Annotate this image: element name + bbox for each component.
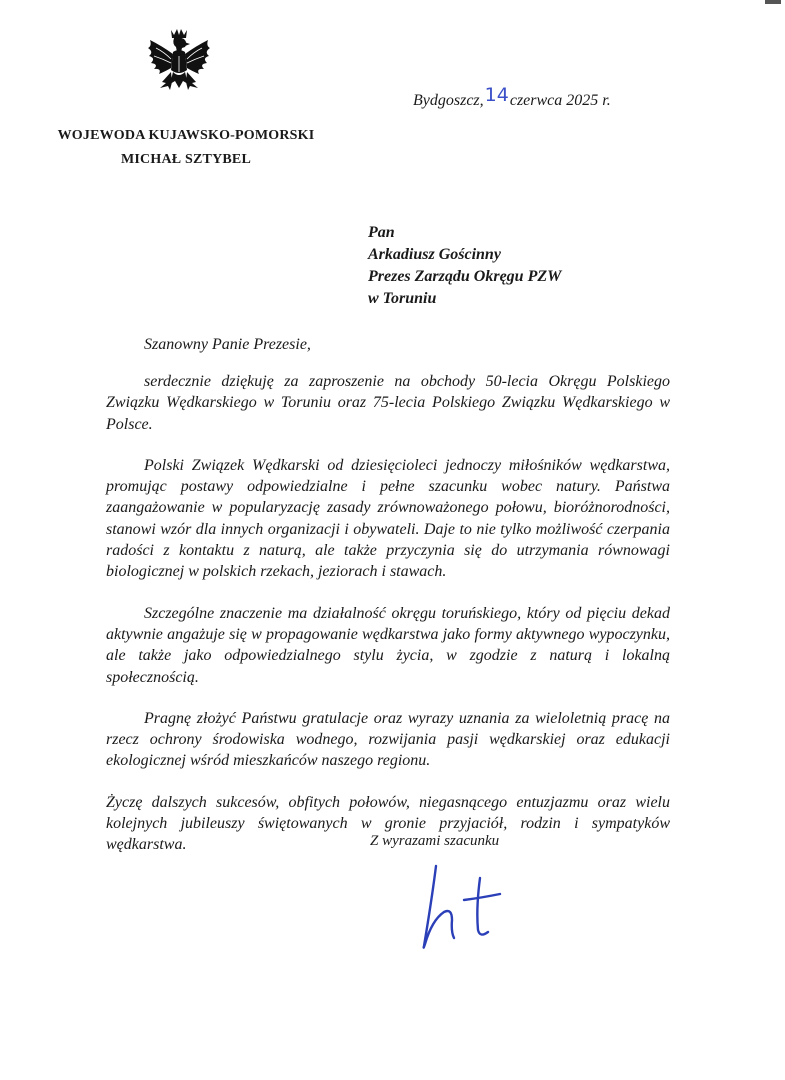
recipient-line-2: Arkadiusz Gościnny [368,246,501,263]
date-day-handwritten: 14 [484,84,509,106]
closing-phrase: Z wyrazami szacunku [370,833,500,849]
salutation: Szanowny Panie Prezesie, [144,336,311,353]
place-date [413,84,611,110]
recipient-block [368,222,561,310]
letter-body [106,371,670,876]
paragraph-3: Szczególne znaczenie ma działalność okręgu toruńskiego, który od pięciu dekad aktywnie angażuje się w propagowanie wędkarstwa jako formy aktywnego wypoczynku, ale także jako odpowiedzialnego stylu życia, w zgodzie z naturą i lokalną społecznością. [106,604,670,686]
scan-corner-mark [765,0,781,4]
paragraph-4: Pragnę złożyć Państwu gratulacje oraz wyrazy uznania za wieloletnią pracę na rzecz ochrony środowiska wodnego, rozwijania pasji wędkarskiej oraz edukacji ekologicznej wśród mieszkańców naszego regionu. [106,709,670,770]
paragraph-2: Polski Związek Wędkarski od dziesięcioleci jednoczy miłośników wędkarstwa, promując postawy odpowiedzialne i pełne szacunku wobec natury. Państwa zaangażowanie w popularyzację zasady zrównoważonego połowu, bioróżnorodności, stanowi wzór dla innych organizacji i obywateli. Daje to nie tylko możliwość czerpania radości z kontaktu z naturą, ale także przyczynia się do utrzymania równowagi biologicznej w polskich rzekach, jeziorach i stawach. [106,456,670,581]
recipient-line-3: Prezes Zarządu Okręgu PZW [368,268,562,285]
recipient-line-1: Pan [368,224,395,241]
date-city: Bydgoszcz, [413,92,484,109]
polish-eagle-emblem-icon [144,26,214,102]
date-month-year: czerwca 2025 r. [509,92,611,109]
issuer-name: MICHAŁ SZTYBEL [121,152,251,167]
recipient-line-4: w Toruniu [368,290,437,307]
issuer-title: WOJEWODA KUJAWSKO-POMORSKI [57,128,315,143]
paragraph-5: Życzę dalszych sukcesów, obfitych połowów, niegasnącego entuzjazmu oraz wielu kolejnych jubileuszy świętowanych w gronie przyjaciół, rodzin i sympatyków wędkarstwa. [106,793,670,854]
paragraph-1: serdecznie dziękuję za zaproszenie na obchody 50-lecia Okręgu Polskiego Związku Wędkarskiego w Toruniu oraz 75-lecia Polskiego Związku Wędkarskiego w Polsce. [106,373,670,433]
handwritten-signature-icon [410,858,520,958]
